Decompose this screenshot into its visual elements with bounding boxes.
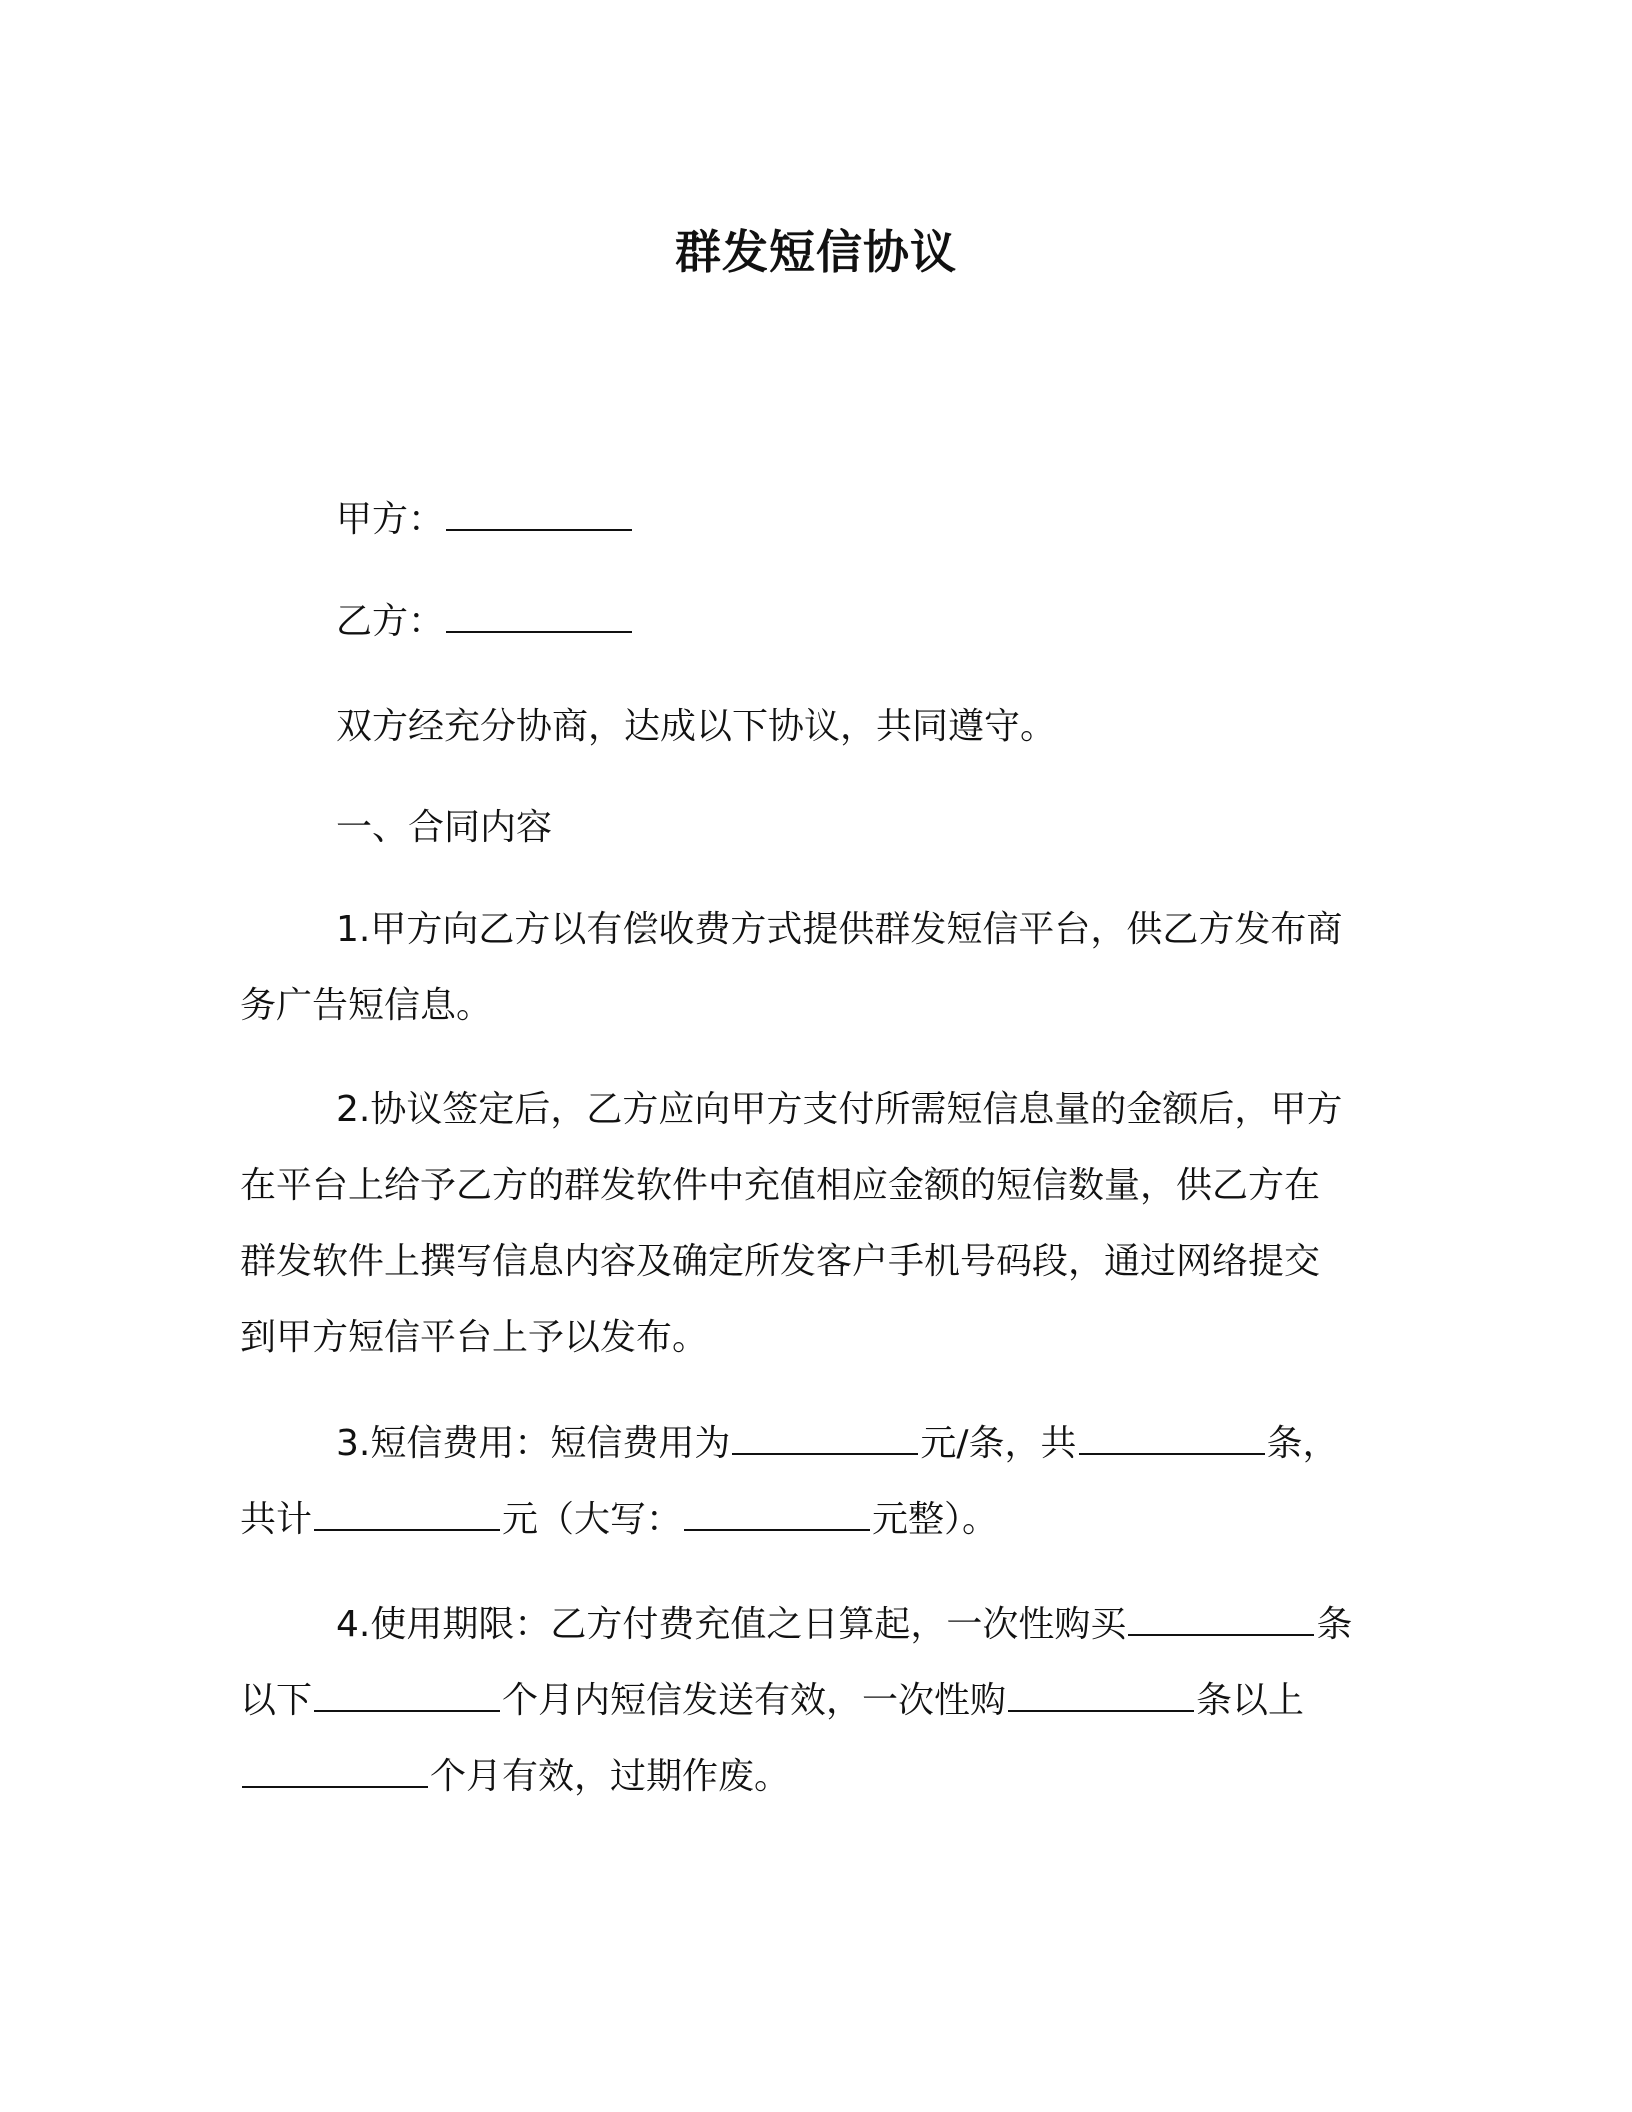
clause-3	[240, 1406, 1375, 1558]
clause-2-line-4: 到甲方短信平台上予以发布。	[240, 1317, 709, 1358]
party-a-line	[240, 482, 1375, 558]
clause-4-part-6: 个月有效，过期作废。	[430, 1756, 791, 1797]
section-heading	[240, 790, 1375, 866]
party-a-label: 甲方：	[336, 499, 445, 540]
clause-2-line-1: 2.协议签定后，乙方应向甲方支付所需短信息量的金额后，甲方	[336, 1089, 1343, 1130]
clause-3-part-3: 条，	[1266, 1423, 1339, 1464]
clause-4-part-1: 4.使用期限：乙方付费充值之日算起，一次性购买	[336, 1604, 1127, 1645]
clause-3-line-2	[240, 1482, 1375, 1558]
clause-4-part-5: 条以上	[1196, 1680, 1305, 1721]
clause-2-line-2: 在平台上给予乙方的群发软件中充值相应金额的短信数量，供乙方在	[240, 1165, 1321, 1206]
clause-4-part-2: 条	[1316, 1604, 1353, 1645]
clause-1-line-2: 务广告短信息。	[240, 985, 493, 1026]
party-a-blank	[446, 501, 632, 531]
price-per-message-blank	[732, 1425, 918, 1455]
months-valid-above-blank	[242, 1758, 428, 1788]
purchase-above-count-blank	[1008, 1682, 1194, 1712]
message-count-blank	[1079, 1425, 1265, 1455]
clause-3-part-5: 元（大写：	[502, 1499, 683, 1540]
party-b-line	[240, 584, 1375, 660]
section1-heading: 一、合同内容	[336, 807, 553, 848]
party-b-label: 乙方：	[336, 601, 445, 642]
clause-3-part-6: 元整）。	[872, 1499, 999, 1540]
clause-4-part-3: 以下	[240, 1680, 313, 1721]
clause-4-part-4: 个月内短信发送有效，一次性购	[502, 1680, 1007, 1721]
clause-3-part-4: 共计	[240, 1499, 313, 1540]
clause-4-line-2	[240, 1663, 1375, 1739]
intro-text: 双方经充分协商，达成以下协议，共同遵守。	[336, 706, 1057, 747]
clause-4-line-3	[240, 1739, 1375, 1815]
clause-1	[240, 892, 1375, 1044]
amount-in-words-blank	[684, 1501, 870, 1531]
intro-paragraph	[240, 689, 1375, 765]
clause-1-line-1: 1.甲方向乙方以有偿收费方式提供群发短信平台，供乙方发布商	[336, 909, 1343, 950]
clause-4-line-1	[240, 1587, 1375, 1663]
clause-3-part-2: 元/条，共	[920, 1423, 1077, 1464]
clause-2-line-3: 群发软件上撰写信息内容及确定所发客户手机号码段，通过网络提交	[240, 1241, 1321, 1282]
clause-3-part-1: 3.短信费用：短信费用为	[336, 1423, 731, 1464]
purchase-count-blank	[1128, 1606, 1314, 1636]
clause-3-line-1	[240, 1406, 1375, 1482]
months-valid-blank	[314, 1682, 500, 1712]
total-amount-blank	[314, 1501, 500, 1531]
clause-2	[240, 1072, 1375, 1376]
party-b-blank	[446, 603, 632, 633]
document-title: 群发短信协议	[675, 225, 957, 279]
clause-4	[240, 1587, 1375, 1815]
